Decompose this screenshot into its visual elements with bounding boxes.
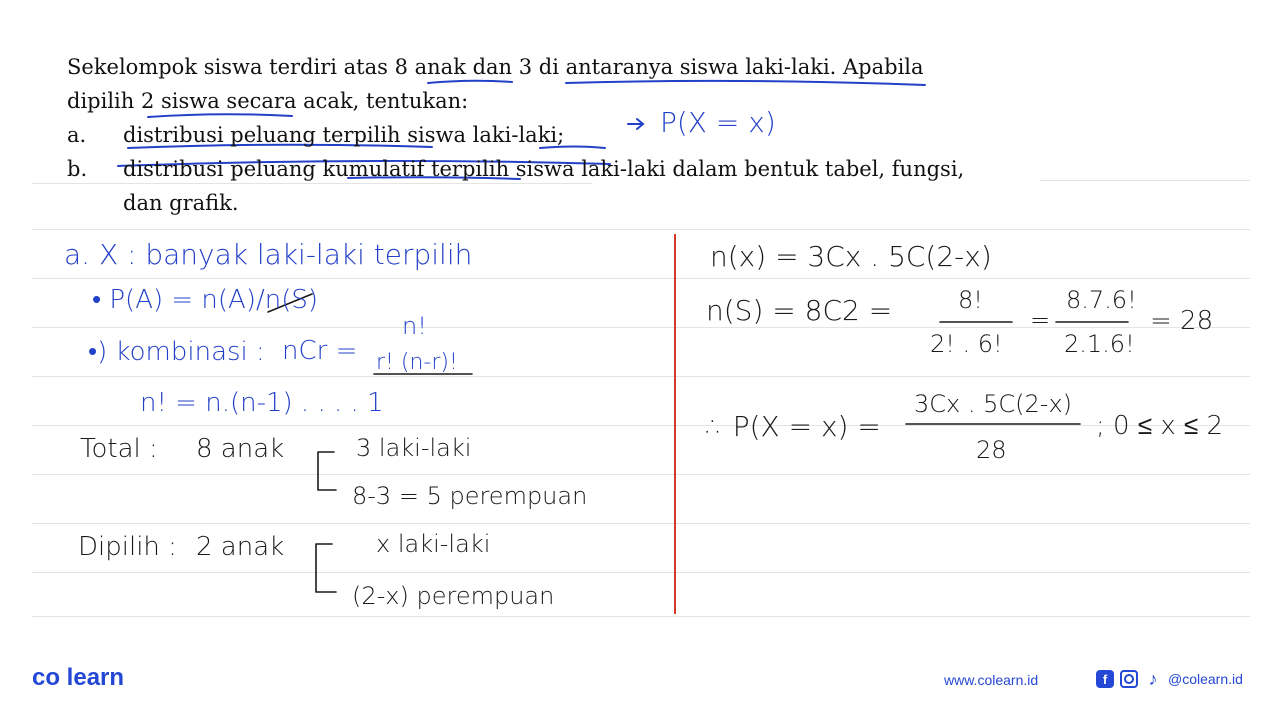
note-conclusion-numerator: 3Cx . 5C(2-x) [914, 390, 1073, 418]
note-combination-numerator: n! [402, 312, 427, 340]
note-conclusion-denominator: 28 [976, 436, 1007, 464]
note-conclusion-lhs: ∴ P(X = x) = [706, 410, 881, 443]
note-combination-denominator: r! (n-r)! [376, 350, 458, 375]
note-conclusion-range: ; 0 ≤ x ≤ 2 [1096, 411, 1224, 441]
question-item-b [67, 152, 1057, 220]
note-total-value: 8 anak [196, 434, 285, 464]
annotation-probability: P(X = x) [660, 106, 776, 139]
item-b-line-2: dan grafik. [123, 191, 239, 215]
note-combination-label: •) kombinasi : [88, 337, 265, 367]
note-total-boys: 3 laki-laki [356, 434, 472, 462]
instagram-icon[interactable] [1120, 670, 1138, 688]
note-combination-lhs: nCr = [282, 336, 358, 366]
note-dipilih-boys: x laki-laki [376, 530, 491, 558]
note-ns-fraction2-numerator: 8.7.6! [1066, 286, 1137, 314]
note-factorial: n! = n.(n-1) . . . . 1 [140, 388, 384, 418]
facebook-icon[interactable]: f [1096, 670, 1114, 688]
note-ns-equals: = [1030, 306, 1051, 334]
note-ns-fraction2-denominator: 2.1.6! [1064, 330, 1135, 358]
column-divider [674, 234, 676, 614]
note-dipilih-label: Dipilih : [78, 532, 177, 562]
note-ns-result: = 28 [1150, 306, 1214, 336]
note-nx: n(x) = 3Cx . 5C(2-x) [710, 240, 992, 273]
note-total-girls: 8-3 = 5 perempuan [352, 482, 588, 510]
note-dipilih-girls: (2-x) perempuan [352, 582, 555, 610]
social-links [1096, 670, 1243, 688]
note-ns-lhs: n(S) = 8C2 = [706, 294, 893, 327]
note-total-label: Total : [80, 434, 158, 464]
colearn-logo: co learn [32, 664, 125, 691]
item-b-label: b. [67, 157, 88, 181]
item-b-line-1: distribusi peluang kumulatif terpilih siswa laki-laki dalam bentuk tabel, fungsi, [123, 157, 965, 181]
note-ns-fraction1-numerator: 8! [958, 286, 983, 314]
tiktok-icon[interactable]: ♪ [1148, 668, 1158, 689]
note-ns-fraction1-denominator: 2! . 6! [930, 330, 1003, 358]
footer-url[interactable]: www.colearn.id [944, 672, 1039, 688]
note-dipilih-value: 2 anak [196, 532, 285, 562]
question-line-1: Sekelompok siswa terdiri atas 8 anak dan 3 di antaranya siswa laki-laki. Apabila [67, 55, 924, 79]
item-a-label: a. [67, 123, 87, 147]
note-heading: a. X : banyak laki-laki terpilih [64, 238, 473, 271]
social-handle[interactable]: @colearn.id [1168, 671, 1243, 687]
question-block [67, 50, 1057, 220]
note-probability-definition: • P(A) = n(A)/n(S) [92, 285, 319, 315]
item-a-text: distribusi peluang terpilih siswa laki-laki; [123, 123, 565, 147]
question-item-a [67, 118, 1057, 152]
question-line-2: dipilih 2 siswa secara acak, tentukan: [67, 89, 469, 113]
